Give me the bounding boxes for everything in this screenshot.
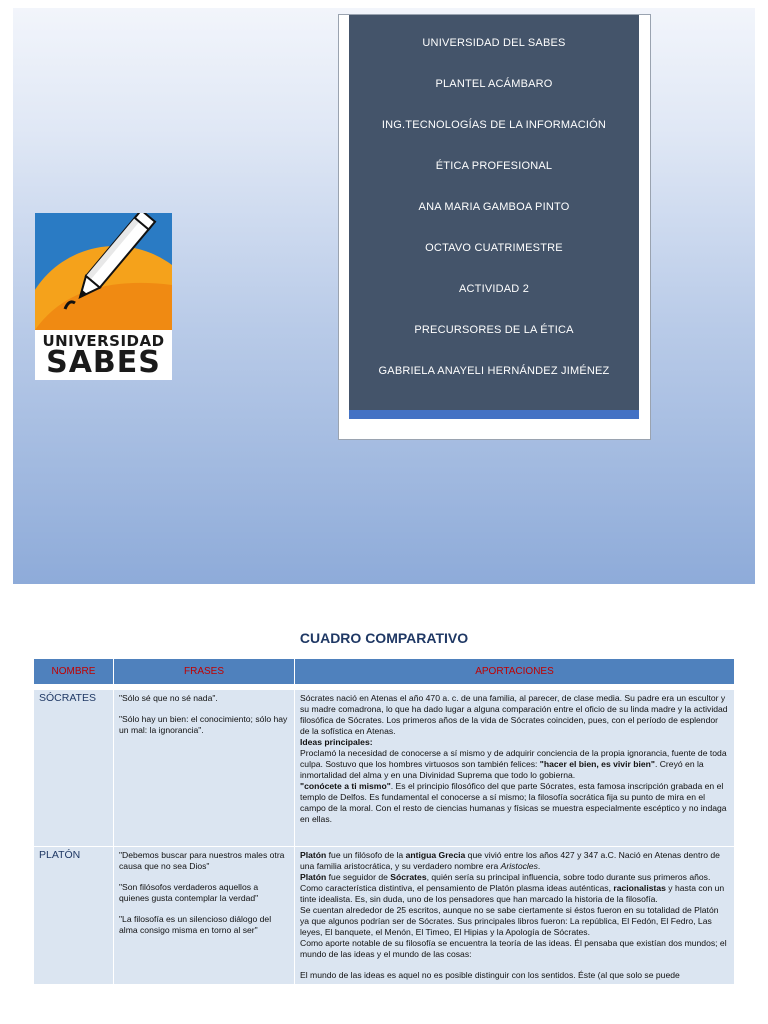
table-header-row	[34, 659, 735, 685]
logo-text-universidad: UNIVERSIDAD	[42, 332, 165, 350]
quote: "Sólo hay un bien: el conocimiento; sólo hay un mal: la ignorancia".	[119, 714, 288, 735]
universidad-sabes-logo	[35, 213, 172, 380]
row-aportaciones-platon	[295, 847, 735, 985]
quote: "Son filósofos verdaderos aquellos a quienes gusta contemplar la verdad"	[119, 882, 259, 903]
student-name: GABRIELA ANAYELI HERNÁNDEZ JIMÉNEZ	[378, 365, 610, 377]
paragraph: Platón fue un filósofo de la antigua Grecia que vivió entre los años 427 y 347 a.C. Nació en Atenas dentro de una familia aristocrática, y su verdadero nombre era Aristocles.	[300, 850, 720, 871]
university-name: UNIVERSIDAD DEL SABES	[422, 37, 566, 49]
title-panel	[349, 15, 639, 410]
title-box	[338, 14, 651, 440]
header-nombre: NOMBRE	[34, 659, 114, 685]
ideas-label: Ideas principales:	[300, 737, 373, 747]
header-frases: FRASES	[114, 659, 295, 685]
paragraph: Como aporte notable de su filosofía se encuentra la teoría de las ideas. Él pensaba que existían dos mundos; el mundo de las ideas y el mundo de las cosas:	[300, 938, 727, 959]
header-aportaciones: APORTACIONES	[295, 659, 735, 685]
campus-name: PLANTEL ACÁMBARO	[435, 78, 553, 90]
row-frases-socrates	[114, 690, 295, 847]
degree-name: ING.TECNOLOGÍAS DE LA INFORMACIÓN	[381, 119, 607, 131]
paragraph: Se cuentan alrededor de 25 escritos, aunque no se sabe ciertamente si éstos fueron en su totalidad de Platón ya que algunos podrían ser de Sócrates. Sus principales libros fueron: La república, El Fedón, El Fedro, Las leyes, El banquete, el Menón, El Timeo, El Hipias y la Apología de Sócrates.	[300, 905, 719, 937]
paragraph: Proclamó la necesidad de conocerse a sí mismo y de adquirir conciencia de la propia ignorancia, fuente de toda culpa. Sostuvo que los hombres virtuosos son también felices: "hacer el bien, es vivir bien". Creyó en la inmortalidad del alma y en una Divinidad Suprema que todo lo gobierna.	[300, 748, 727, 780]
row-aportaciones-socrates	[295, 690, 735, 847]
teacher-name: ANA MARIA GAMBOA PINTO	[418, 201, 570, 213]
title-accent-bar	[349, 410, 639, 419]
term-name: OCTAVO CUATRIMESTRE	[425, 242, 563, 254]
quote: "La filosofía es un silencioso diálogo del alma consigo misma en torno al ser"	[119, 914, 272, 935]
row-name-platon: PLATÓN	[34, 847, 114, 985]
paragraph: Platón fue seguidor de Sócrates, quién sería su principal influencia, sobre todo durante sus primeros años. Como característica distintiva, el pensamiento de Platón plasma ideas auténticas, racionalistas y hasta con un tinte idealista. Es, sin duda, uno de los pensadores que han marcado la historia de la filosofía.	[300, 872, 725, 904]
quote: "Sólo sé que no sé nada".	[119, 693, 218, 703]
cover-page	[13, 8, 755, 584]
page-heading: CUADRO COMPARATIVO	[299, 630, 469, 646]
paragraph: Sócrates nació en Atenas el año 470 a. c. de una familia, al parecer, de clase media. Su padre era un escultor y su madre comadrona, lo que ha dado lugar a alguna comparación entre el oficio de su linda madre y la actividad filosófica de Sócrates. Los primeros años de la vida de Sócrates coinciden, pues, con el período de esplendor de la sofística en Atenas.	[300, 693, 728, 736]
topic-name: PRECURSORES DE LA ÉTICA	[414, 324, 574, 336]
comparison-table	[33, 658, 735, 985]
row-frases-platon	[114, 847, 295, 985]
table-row	[34, 690, 735, 847]
logo-emblem	[35, 213, 172, 330]
subject-name: ÉTICA PROFESIONAL	[435, 160, 553, 172]
pencil-sun-icon	[35, 213, 172, 330]
quote: "Debemos buscar para nuestros males otra causa que no sea Dios"	[119, 850, 285, 871]
row-name-socrates: SÓCRATES	[34, 690, 114, 847]
activity-name: ACTIVIDAD 2	[458, 283, 530, 295]
paragraph: "conócete a ti mismo". Es el principio filosófico del que parte Sócrates, esta famosa inscripción grabada en el templo de Delfos. Es fundamental el conocerse a sí mismo; la filosofía socrática fija su punto de mira en el campo de la moral. Con el resto de ciencias humanas y físicas se muestra especialmente escéptico y no indaga en ellas.	[300, 781, 727, 824]
logo-text-sabes: SABES	[46, 345, 161, 380]
paragraph: El mundo de las ideas es aquel no es posible distinguir con los sentidos. Éste (al que solo se puede	[300, 970, 680, 980]
table-row	[34, 847, 735, 985]
